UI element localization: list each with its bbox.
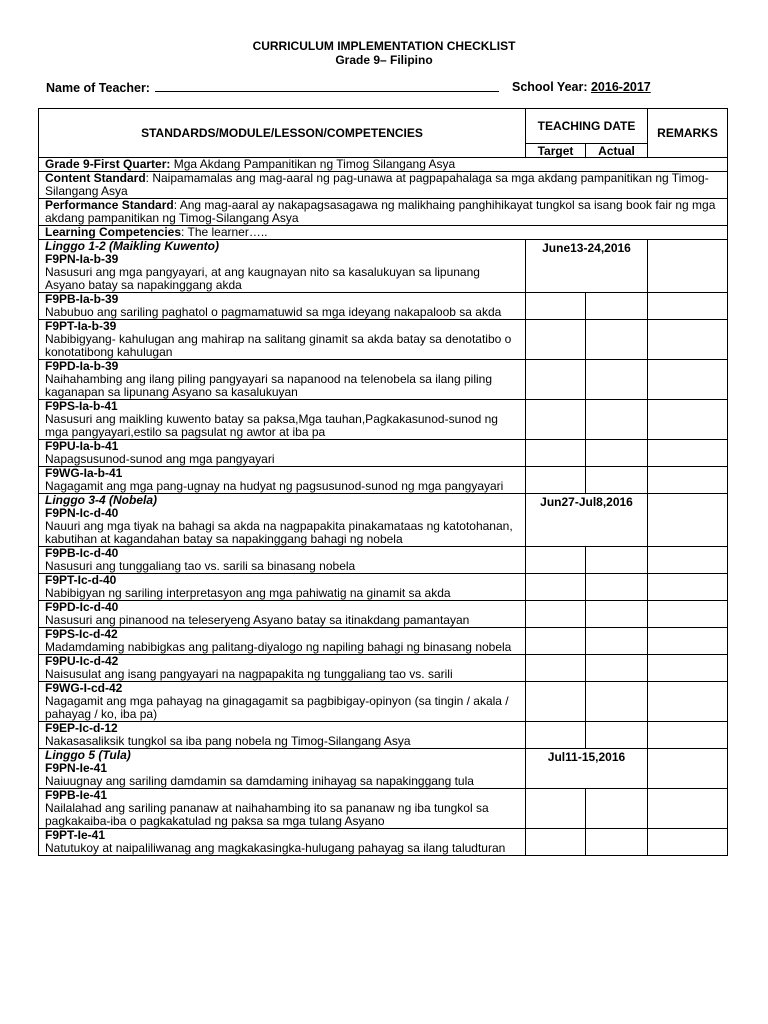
competency-description: Nauuri ang mga tiyak na bahagi sa akda na nagpapakita pinakamataas ng katotohanan, kabutihan at kagandahan batay sa napakinggang bahagi ng nobela [45,519,513,546]
target-date-cell[interactable] [526,400,586,440]
remarks-cell[interactable] [648,440,728,467]
quarter-text: Mga Akdang Pampanitikan ng Timog Silangang Asya [170,157,456,171]
actual-date-cell[interactable] [586,829,648,856]
competency-code: F9PN-Ia-b-39 [45,252,119,266]
actual-date-cell[interactable] [586,574,648,601]
competency-code: F9PS-Ia-b-41 [45,399,118,413]
school-year-label: School Year: [512,80,588,94]
competency-description: Nagagamit ang mga pahayag na ginagagamit sa pagbibigay-opinyon (sa tingin / akala / pahayag / ko, iba pa) [45,694,509,721]
remarks-cell[interactable] [648,682,728,722]
actual-date-cell[interactable] [586,320,648,360]
actual-date-cell[interactable] [586,628,648,655]
document-subtitle: Grade 9– Filipino [335,53,433,67]
competency-cell [39,494,526,547]
col-header-standards: STANDARDS/MODULE/LESSON/COMPETENCIES [39,109,526,158]
competency-cell [39,400,526,440]
competency-description: Naihahambing ang ilang piling pangyayari sa napanood na telenobela sa ilang piling kaganapan sa lipunang Asyano sa kasalukuyan [45,372,492,399]
target-date-cell[interactable] [526,655,586,682]
target-date: Jun27-Jul8,2016 [526,494,648,547]
competency-code: F9PB-Ia-b-39 [45,292,119,306]
competency-code: F9PU-Ic-d-42 [45,654,119,668]
remarks-cell[interactable] [648,360,728,400]
competency-code: F9PN-Ie-41 [45,761,108,775]
competency-code: F9WG-Ia-b-41 [45,466,123,480]
competency-code: F9PD-Ia-b-39 [45,359,119,373]
competency-row [39,494,728,547]
col-header-teaching-date: TEACHING DATE [526,109,648,144]
competency-description: Nasusuri ang maikling kuwento batay sa paksa,Mga tauhan,Pagkakasunod-sunod ng mga pangyayari,estilo sa pagsulat ng awtor at iba pa [45,412,498,439]
target-date: June13-24,2016 [526,240,648,293]
competency-row [39,467,728,494]
competency-description: Nasusuri ang tunggaliang tao vs. sarili sa binasang nobela [45,559,356,573]
competency-cell [39,655,526,682]
col-header-remarks: REMARKS [648,109,728,158]
remarks-cell[interactable] [648,722,728,749]
competency-row [39,320,728,360]
document-title: CURRICULUM IMPLEMENTATION CHECKLIST [252,39,516,53]
competency-cell [39,293,526,320]
actual-date-cell[interactable] [586,467,648,494]
remarks-cell[interactable] [648,829,728,856]
competency-cell [39,547,526,574]
competency-description: Madamdaming nabibigkas ang palitang-diyalogo ng napiling bahagi ng binasang nobela [45,640,512,654]
competency-cell [39,240,526,293]
competency-cell [39,467,526,494]
performance-standard-row [39,199,728,226]
performance-standard-label: Performance Standard [45,198,174,212]
competency-code: F9PT-Ia-b-39 [45,319,117,333]
competency-row [39,547,728,574]
competency-description: Nabubuo ang sariling paghatol o pagmamatuwid sa mga ideyang nakapaloob sa akda [45,305,502,319]
target-date-cell[interactable] [526,682,586,722]
actual-date-cell[interactable] [586,400,648,440]
quarter-row [39,158,728,172]
competency-description: Natutukoy at naipaliliwanag ang magkakasingka-hulugang pahayag sa ilang taludturan [45,841,506,855]
school-year-field [512,80,651,95]
competency-code: F9EP-Ic-d-12 [45,721,118,735]
competency-row [39,749,728,789]
target-date-cell[interactable] [526,440,586,467]
actual-date-cell[interactable] [586,722,648,749]
content-standard-row [39,172,728,199]
school-year-value: 2016-2017 [590,80,651,94]
competency-description: Nagagamit ang mga pang-ugnay na hudyat ng pagsusunod-sunod ng mga pangyayari [45,479,504,493]
remarks-cell[interactable] [648,293,728,320]
quarter-label: Grade 9-First Quarter: [45,157,171,171]
competency-cell [39,628,526,655]
competency-row [39,789,728,829]
competency-code: F9PB-Ie-41 [45,788,108,802]
competency-cell [39,829,526,856]
learning-competencies-row [39,226,728,240]
competency-row [39,360,728,400]
target-date-cell[interactable] [526,574,586,601]
competency-description: Nailalahad ang sariling pananaw at naihahambing ito sa pananaw ng iba tungkol sa pagkakaiba-iba o pagkakatulad ng paksa sa mga tulang Asyano [45,801,489,828]
competency-cell [39,789,526,829]
performance-standard-text: : Ang mag-aaral ay nakapagsasagawa ng malikhaing panghihikayat tungkol sa isang book fair ng mga akdang pampanitikan ng Timog-Silangang Asya [45,198,716,225]
actual-date-cell[interactable] [586,655,648,682]
competency-description: Nasusuri ang mga pangyayari, at ang kaugnayan nito sa kasalukuyan sa lipunang Asyano batay sa napakinggang akda [45,265,480,292]
remarks-cell[interactable] [648,574,728,601]
competency-code: F9PB-Ic-d-40 [45,546,119,560]
competency-row [39,682,728,722]
target-date-cell[interactable] [526,789,586,829]
competency-description: Nasusuri ang pinanood na teleseryeng Asyano batay sa itinakdang pamantayan [45,613,470,627]
col-header-target: Target [526,144,586,158]
actual-date-cell[interactable] [586,360,648,400]
target-date-cell[interactable] [526,829,586,856]
competency-code: F9PT-Ic-d-40 [45,573,117,587]
competency-code: F9PD-Ic-d-40 [45,600,119,614]
actual-date-cell[interactable] [586,601,648,628]
learning-competencies-text: : The learner….. [181,225,268,239]
competency-row [39,400,728,440]
content-standard-text: : Naipamamalas ang mag-aaral ng pag-unawa at pagpapahalaga sa mga akdang pampanitikan ng Timog-Silangang Asya [45,171,709,198]
competency-cell [39,722,526,749]
actual-date-cell[interactable] [586,789,648,829]
competency-code: F9PT-Ie-41 [45,828,106,842]
competency-code: F9PU-Ia-b-41 [45,439,119,453]
col-header-actual: Actual [586,144,648,158]
competency-description: Naisusulat ang isang pangyayari na nagpapakita ng tunggaliang tao vs. sarili [45,667,453,681]
competency-description: Nabibigyang- kahulugan ang mahirap na salitang ginamit sa akda batay sa denotatibo o konotatibong kahulugan [45,332,512,359]
competency-cell [39,749,526,789]
target-date-cell[interactable] [526,722,586,749]
competency-cell [39,360,526,400]
competency-code: F9WG-I-cd-42 [45,681,123,695]
competency-cell [39,320,526,360]
remarks-cell[interactable] [648,749,728,789]
competency-row [39,722,728,749]
competency-row [39,240,728,293]
target-date: Jul11-15,2016 [526,749,648,789]
competency-description: Nakasasaliksik tungkol sa iba pang nobela ng Timog-Silangang Asya [45,734,411,748]
competency-row [39,293,728,320]
competency-cell [39,574,526,601]
competency-row [39,655,728,682]
competency-description: Nabibigyan ng sariling interpretasyon ang mga pahiwatig na ginamit sa akda [45,586,451,600]
checklist-table [38,108,728,856]
competency-code: F9PS-Ic-d-42 [45,627,118,641]
competency-cell [39,682,526,722]
target-date-cell[interactable] [526,320,586,360]
actual-date-cell[interactable] [586,547,648,574]
week-label: Linggo 5 (Tula) [45,748,131,762]
target-date-cell[interactable] [526,601,586,628]
target-date-cell[interactable] [526,467,586,494]
actual-date-cell[interactable] [586,440,648,467]
competency-cell [39,601,526,628]
week-label: Linggo 3-4 (Nobela) [45,493,157,507]
remarks-cell[interactable] [648,467,728,494]
competency-description: Naiuugnay ang sariling damdamin sa damdaming inihayag sa napakinggang tula [45,774,474,788]
teacher-name-field [46,80,499,96]
remarks-cell[interactable] [648,240,728,293]
remarks-cell[interactable] [648,494,728,547]
competency-row [39,440,728,467]
target-date-cell[interactable] [526,628,586,655]
competency-row [39,628,728,655]
teacher-name-blank[interactable] [155,80,499,92]
teacher-label: Name of Teacher: [46,81,150,95]
competency-code: F9PN-Ic-d-40 [45,506,119,520]
actual-date-cell[interactable] [586,293,648,320]
competency-row [39,829,728,856]
content-standard-label: Content Standard [45,171,146,185]
target-date-cell[interactable] [526,547,586,574]
actual-date-cell[interactable] [586,682,648,722]
remarks-cell[interactable] [648,400,728,440]
remarks-cell[interactable] [648,320,728,360]
week-label: Linggo 1-2 (Maikling Kuwento) [45,239,219,253]
competency-row [39,574,728,601]
remarks-cell[interactable] [648,628,728,655]
remarks-cell[interactable] [648,789,728,829]
remarks-cell[interactable] [648,547,728,574]
learning-competencies-label: Learning Competencies [45,225,182,239]
competency-description: Napagsusunod-sunod ang mga pangyayari [45,452,275,466]
remarks-cell[interactable] [648,655,728,682]
target-date-cell[interactable] [526,293,586,320]
remarks-cell[interactable] [648,601,728,628]
competency-cell [39,440,526,467]
target-date-cell[interactable] [526,360,586,400]
competency-row [39,601,728,628]
